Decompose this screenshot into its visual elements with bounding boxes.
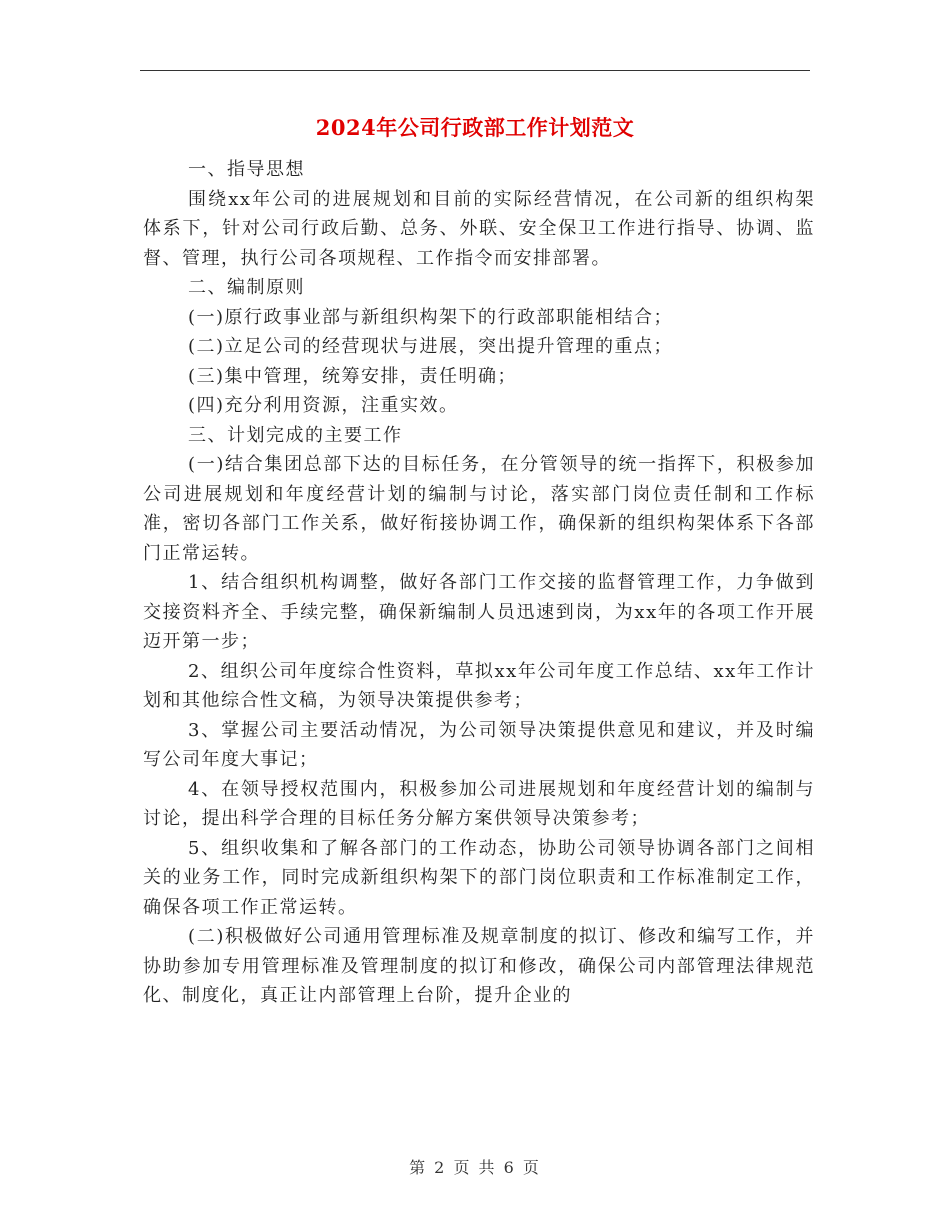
document-title: 2024年公司行政部工作计划范文 (315, 115, 635, 140)
principle-item-4: (四)充分利用资源，注重实效。 (188, 395, 459, 416)
work-item-b: (二)积极做好公司通用管理标准及规章制度的拟订、修改和编写工作，并协助参加专用管理标准及管理制度的拟订和修改，确保公司内部管理法律规范化、制度化，真正让内部管理上台阶，提升企业的 (143, 926, 815, 1006)
principle-item-3: (三)集中管理，统筹安排，责任明确； (188, 365, 518, 387)
work-subitem-5: 5、组织收集和了解各部门的工作动态，协助公司领导协调各部门之间相关的业务工作，同时完成新组织构架下的部门岗位职责和工作标准制定工作，确保各项工作正常运转。 (143, 837, 815, 918)
work-subitem-1: 1、结合组织机构调整，做好各部门工作交接的监督管理工作，力争做到交接资料齐全、手续完整，确保新编制人员迅速到岗，为xx年的各项工作开展迈开第一步； (143, 572, 815, 652)
page-number-footer: 第 2 页 共 6 页 (409, 1158, 541, 1177)
section-heading-guiding-thought: 一、指导思想 (188, 159, 305, 180)
principle-item-2: (二)立足公司的经营现状与进展，突出提升管理的重点； (188, 336, 674, 357)
section-heading-main-work: 三、计划完成的主要工作 (188, 424, 403, 446)
work-item-a: (一)结合集团总部下达的目标任务，在分管领导的统一指挥下，积极参加公司进展规划和年度经营计划的编制与讨论，落实部门岗位责任制和工作标准，密切各部门工作关系，做好衔接协调工作，确保新的组织构架体系下各部门正常运转。 (143, 454, 815, 564)
principle-item-1: (一)原行政事业部与新组织构架下的行政部职能相结合； (188, 306, 674, 328)
section-heading-principles: 二、编制原则 (188, 277, 305, 298)
work-subitem-3: 3、掌握公司主要活动情况，为公司领导决策提供意见和建议，并及时编写公司年度大事记； (143, 719, 815, 770)
document-body (143, 155, 815, 1011)
paragraph-guiding-thought: 围绕xx年公司的进展规划和目前的实际经营情况，在公司新的组织构架体系下，针对公司行政后勤、总务、外联、安全保卫工作进行指导、协调、监督、管理，执行公司各项规程、工作指令而安排部署。 (143, 188, 815, 269)
work-subitem-4: 4、在领导授权范围内，积极参加公司进展规划和年度经营计划的编制与讨论，提出科学合理的目标任务分解方案供领导决策参考； (143, 778, 815, 829)
header-rule (140, 70, 810, 71)
work-subitem-2: 2、组织公司年度综合性资料，草拟xx年公司年度工作总结、xx年工作计划和其他综合性文稿，为领导决策提供参考； (143, 660, 815, 711)
